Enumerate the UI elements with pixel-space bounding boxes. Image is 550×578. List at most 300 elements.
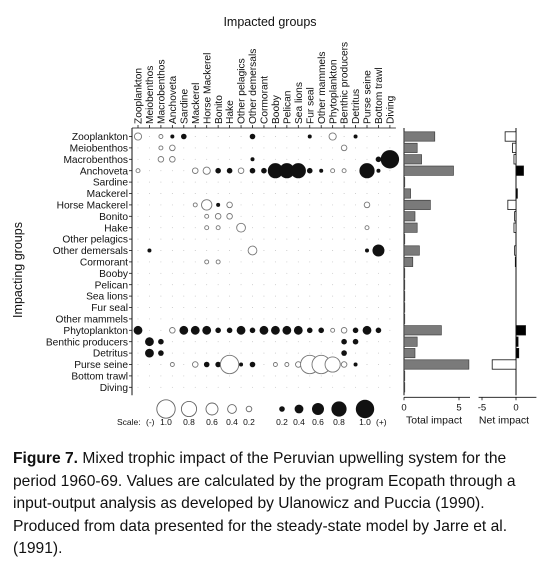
grid-dot <box>149 136 150 137</box>
impact-bubble-anchoveta-on-other-pelagics <box>238 168 244 174</box>
grid-dot <box>367 364 368 365</box>
grid-dot <box>275 273 276 274</box>
net-impact-tick-label: -5 <box>477 402 487 414</box>
row-label-meiobenthos: Meiobenthos <box>69 143 128 155</box>
grid-dot <box>183 250 184 251</box>
row-label-purse-seine: Purse seine <box>74 360 128 372</box>
grid-dot <box>241 341 242 342</box>
impact-bubble-anchoveta-on-other-mammels <box>319 169 323 173</box>
grid-dot <box>332 159 333 160</box>
impact-bubble-phytoplankton-on-fur-seal <box>307 328 313 334</box>
grid-dot <box>321 273 322 274</box>
grid-dot <box>149 364 150 365</box>
grid-dot <box>264 387 265 388</box>
row-label-zooplankton: Zooplankton <box>71 132 128 144</box>
grid-dot <box>264 182 265 183</box>
grid-dot <box>355 307 356 308</box>
grid-dot <box>172 387 173 388</box>
grid-dot <box>286 296 287 297</box>
grid-dot <box>332 318 333 319</box>
impact-bubble-detritus-on-benthic-producers <box>341 350 347 356</box>
grid-dot <box>195 387 196 388</box>
grid-dot <box>183 273 184 274</box>
grid-dot <box>241 193 242 194</box>
column-label-diving: Diving <box>385 95 397 124</box>
grid-dot <box>298 307 299 308</box>
grid-dot <box>321 182 322 183</box>
grid-dot <box>344 261 345 262</box>
total-impact-tick-label: 5 <box>456 402 462 414</box>
grid-dot <box>389 193 390 194</box>
grid-dot <box>183 375 184 376</box>
grid-dot <box>367 216 368 217</box>
grid-dot <box>286 250 287 251</box>
grid-dot <box>264 239 265 240</box>
grid-dot <box>378 273 379 274</box>
impact-bubble-horse-mackerel-on-bonito <box>216 203 220 207</box>
grid-dot <box>229 307 230 308</box>
grid-dot <box>286 318 287 319</box>
grid-dot <box>264 307 265 308</box>
net-impact-bar-purse-seine <box>492 360 516 369</box>
grid-dot <box>138 204 139 205</box>
grid-dot <box>298 296 299 297</box>
grid-dot <box>378 353 379 354</box>
grid-dot <box>252 387 253 388</box>
grid-dot <box>138 239 139 240</box>
grid-dot <box>183 147 184 148</box>
scale-negative-bubble <box>181 401 196 416</box>
grid-dot <box>275 375 276 376</box>
impact-bubble-zooplankton-on-anchoveta <box>170 135 174 139</box>
impact-bubble-phytoplankton-on-hake <box>227 328 233 334</box>
grid-dot <box>206 136 207 137</box>
grid-dot <box>195 284 196 285</box>
net-impact-bar-cormorant <box>515 257 516 266</box>
grid-dot <box>218 159 219 160</box>
grid-dot <box>149 330 150 331</box>
grid-dot <box>172 296 173 297</box>
bubble-layer <box>134 133 399 388</box>
scale-positive-bubble <box>312 403 324 415</box>
grid-dot <box>138 273 139 274</box>
grid-dot <box>264 273 265 274</box>
grid-dot <box>275 353 276 354</box>
grid-dot <box>275 341 276 342</box>
grid-dot <box>275 159 276 160</box>
grid-dot <box>218 307 219 308</box>
impact-bubble-hake-on-horse-mackerel <box>205 226 209 230</box>
scale-positive-value: 0.6 <box>312 417 324 427</box>
grid-dot <box>355 227 356 228</box>
grid-dot <box>206 284 207 285</box>
impact-bubble-hake-on-other-pelagics <box>237 223 246 232</box>
grid-dot <box>195 318 196 319</box>
grid-dot <box>241 216 242 217</box>
grid-dot <box>298 147 299 148</box>
grid-dot <box>252 353 253 354</box>
grid-dot <box>264 136 265 137</box>
grid-dot <box>264 261 265 262</box>
impact-bubble-anchoveta-on-fur-seal <box>307 168 313 174</box>
grid-dot <box>332 147 333 148</box>
grid-dot <box>160 239 161 240</box>
grid-dot <box>172 170 173 171</box>
grid-dot <box>264 318 265 319</box>
row-label-detritus: Detritus <box>92 348 128 360</box>
grid-dot <box>344 182 345 183</box>
impact-bubble-zooplankton-on-zooplankton <box>134 133 141 140</box>
grid-dot <box>389 330 390 331</box>
grid-dot <box>344 375 345 376</box>
grid-dot <box>355 193 356 194</box>
grid-dot <box>218 387 219 388</box>
grid-dot <box>298 239 299 240</box>
impact-bubble-bonito-on-bonito <box>215 214 221 220</box>
grid-dot <box>206 193 207 194</box>
grid-dot <box>367 239 368 240</box>
grid-dot <box>264 193 265 194</box>
grid-dot <box>206 296 207 297</box>
scale-negative-value: 0.2 <box>243 417 255 427</box>
impact-bubble-detritus-on-meiobenthos <box>145 349 154 358</box>
grid-dot <box>344 250 345 251</box>
grid-dot <box>286 341 287 342</box>
grid-dot <box>183 307 184 308</box>
grid-dot <box>160 182 161 183</box>
grid-dot <box>264 353 265 354</box>
grid-dot <box>160 273 161 274</box>
total-impact-bar-purse-seine <box>404 360 469 369</box>
grid-dot <box>206 159 207 160</box>
grid-dot <box>252 284 253 285</box>
grid-dot <box>160 170 161 171</box>
grid-dot <box>286 261 287 262</box>
column-label-hake: Hake <box>225 100 237 124</box>
grid-dot <box>309 353 310 354</box>
grid-dot <box>332 307 333 308</box>
total-impact-bar-bottom-trawl <box>404 371 405 380</box>
grid-dot <box>378 216 379 217</box>
grid-dot <box>195 296 196 297</box>
grid-dot <box>389 261 390 262</box>
grid-dot <box>218 341 219 342</box>
grid-dot <box>172 353 173 354</box>
grid-dot <box>241 284 242 285</box>
grid-dot <box>275 147 276 148</box>
column-label-other-mammels: Other mammels <box>316 51 328 124</box>
net-impact-panel <box>478 128 537 426</box>
grid-dot <box>149 204 150 205</box>
grid-dot <box>149 239 150 240</box>
grid-dot <box>321 193 322 194</box>
grid-dot <box>344 307 345 308</box>
grid-dot <box>229 147 230 148</box>
caption-text: Mixed trophic impact of the Peruvian upwelling system for the period 1960-69. Values are calculated by the program Ecopath through a input-output analysis as developed by Ulanowicz and Puccia (1990). Produced from data presented for the steady-state model by Jarre et al. (1991). <box>13 450 516 557</box>
grid-dot <box>275 204 276 205</box>
grid-dot <box>229 239 230 240</box>
grid-dot <box>321 239 322 240</box>
grid-dot <box>229 353 230 354</box>
grid-dot <box>206 375 207 376</box>
impact-bubble-phytoplankton-on-horse-mackerel <box>202 326 211 335</box>
scale-positive-bubble <box>356 400 374 418</box>
grid-dot <box>389 170 390 171</box>
grid-dot <box>286 239 287 240</box>
grid-dot <box>149 387 150 388</box>
grid-dot <box>344 239 345 240</box>
grid-dot <box>172 204 173 205</box>
grid-dot <box>229 318 230 319</box>
grid-dot <box>332 227 333 228</box>
grid-dot <box>355 353 356 354</box>
grid-dot <box>355 182 356 183</box>
column-label-booby: Booby <box>271 95 282 124</box>
grid-dot <box>138 216 139 217</box>
grid-dot <box>195 273 196 274</box>
grid-dot <box>149 170 150 171</box>
scale-negative-value: 0.4 <box>226 417 238 427</box>
impact-bubble-benthic-producers-on-detritus <box>353 339 359 345</box>
grid-dot <box>378 296 379 297</box>
grid-dot <box>172 307 173 308</box>
grid-dot <box>172 227 173 228</box>
grid-dot <box>309 375 310 376</box>
grid-dot <box>309 193 310 194</box>
column-label-fur-seal: Fur seal <box>305 87 317 124</box>
impact-bubble-macrobenthos-on-anchoveta <box>170 157 176 163</box>
grid-dot <box>344 387 345 388</box>
grid-dot <box>332 273 333 274</box>
grid-dot <box>355 239 356 240</box>
grid-dot <box>138 375 139 376</box>
grid-dot <box>229 193 230 194</box>
grid-dot <box>195 193 196 194</box>
scale-negative-bubble <box>246 406 252 412</box>
grid-dot <box>389 216 390 217</box>
grid-dot <box>389 182 390 183</box>
grid-dot <box>138 182 139 183</box>
grid-dot <box>389 318 390 319</box>
grid-dot <box>378 204 379 205</box>
impact-bubble-phytoplankton-on-other-demersals <box>250 328 256 334</box>
grid-dot <box>355 284 356 285</box>
grid-dot <box>183 387 184 388</box>
row-label-other-mammels: Other mammels <box>55 314 128 326</box>
grid-dot <box>309 284 310 285</box>
grid-dot <box>183 159 184 160</box>
impact-bubble-zooplankton-on-detritus <box>354 135 358 139</box>
grid-dot <box>160 204 161 205</box>
total-impact-bar-phytoplankton <box>404 326 441 335</box>
grid-dot <box>275 182 276 183</box>
grid-dot <box>378 375 379 376</box>
grid-dot <box>149 159 150 160</box>
grid-dot <box>332 261 333 262</box>
grid-dot <box>367 353 368 354</box>
grid-dot <box>367 261 368 262</box>
grid-dot <box>206 182 207 183</box>
grid-dot <box>264 364 265 365</box>
total-impact-bar-pelican <box>404 280 405 289</box>
grid-dot <box>275 261 276 262</box>
impact-bubble-anchoveta-on-benthic-producers <box>342 169 346 173</box>
grid-dot <box>367 147 368 148</box>
impact-bubble-purse-seine-on-mackerel <box>192 362 198 368</box>
grid-dot <box>367 307 368 308</box>
grid-dot <box>229 250 230 251</box>
impact-bubble-zooplankton-on-phytoplankton <box>329 133 336 140</box>
grid-dot <box>172 216 173 217</box>
grid-dot <box>355 159 356 160</box>
grid-dot <box>321 341 322 342</box>
grid-dot <box>218 284 219 285</box>
grid-dot <box>206 307 207 308</box>
column-label-other-pelagics: Other pelagics <box>236 58 248 124</box>
grid-dot <box>160 318 161 319</box>
scale-label: Scale: <box>117 417 141 427</box>
grid-dot <box>389 375 390 376</box>
scale-negative-marker: (-) <box>146 417 155 427</box>
impact-bubble-meiobenthos-on-macrobenthos <box>159 146 163 150</box>
grid-dot <box>138 307 139 308</box>
row-label-sea-lions: Sea lions <box>86 291 128 303</box>
grid-dot <box>172 375 173 376</box>
row-label-bottom-trawl: Bottom trawl <box>71 371 128 383</box>
grid-dot <box>367 273 368 274</box>
grid-dot <box>252 296 253 297</box>
grid-dot <box>309 216 310 217</box>
grid-dot <box>183 353 184 354</box>
grid-dot <box>172 193 173 194</box>
impact-bubble-anchoveta-on-hake <box>227 168 233 174</box>
matrix-frame <box>129 125 396 395</box>
grid-dot <box>183 364 184 365</box>
grid-dot <box>355 296 356 297</box>
grid-dot <box>206 239 207 240</box>
grid-dot <box>160 216 161 217</box>
grid-dot <box>183 341 184 342</box>
grid-dot <box>206 273 207 274</box>
grid-dot <box>183 227 184 228</box>
row-label-diving: Diving <box>99 382 128 394</box>
grid-dot <box>138 353 139 354</box>
grid-dot <box>321 261 322 262</box>
grid-dot <box>183 193 184 194</box>
grid-dot <box>252 216 253 217</box>
grid-dot <box>138 284 139 285</box>
grid-dot <box>389 204 390 205</box>
impact-bubble-other-demersals-on-meiobenthos <box>147 249 151 253</box>
grid-dot <box>241 136 242 137</box>
impact-bubble-phytoplankton-on-benthic-producers <box>341 328 347 334</box>
grid-dot <box>252 182 253 183</box>
grid-dot <box>286 204 287 205</box>
impact-bubble-zooplankton-on-other-demersals <box>250 134 256 140</box>
net-impact-bar-anchoveta <box>516 166 523 175</box>
row-label-other-demersals: Other demersals <box>52 246 128 258</box>
grid-dot <box>378 341 379 342</box>
grid-dot <box>241 204 242 205</box>
grid-dot <box>160 261 161 262</box>
grid-dot <box>241 182 242 183</box>
grid-dot <box>183 318 184 319</box>
grid-dot <box>206 318 207 319</box>
grid-dot <box>389 250 390 251</box>
net-impact-bar-phytoplankton <box>516 326 526 335</box>
grid-dot <box>241 250 242 251</box>
column-label-bonito: Bonito <box>213 95 225 124</box>
grid-dot <box>138 296 139 297</box>
grid-dot <box>183 216 184 217</box>
grid-dot <box>389 307 390 308</box>
grid-dot <box>183 204 184 205</box>
impact-bubble-zooplankton-on-sardine <box>181 134 187 140</box>
row-label-macrobenthos: Macrobenthos <box>63 154 128 166</box>
row-label-pelican: Pelican <box>94 280 128 292</box>
column-label-macrobenthos: Macrobenthos <box>156 59 168 124</box>
grid-dot <box>275 216 276 217</box>
grid-dot <box>160 250 161 251</box>
total-impact-bar-bonito <box>404 212 415 221</box>
grid-dot <box>378 318 379 319</box>
impact-bubble-horse-mackerel-on-horse-mackerel <box>202 200 212 210</box>
grid-dot <box>241 318 242 319</box>
grid-dot <box>332 296 333 297</box>
row-label-benthic-producers: Benthic producers <box>45 337 128 349</box>
grid-dot <box>355 261 356 262</box>
net-impact-bar-detritus <box>516 348 519 357</box>
column-label-meiobenthos: Meiobenthos <box>145 65 157 124</box>
column-label-cormorant: Cormorant <box>259 75 271 124</box>
grid-dot <box>218 353 219 354</box>
grid-dot <box>218 239 219 240</box>
total-impact-panel <box>401 128 470 426</box>
impact-bubble-purse-seine-on-hake <box>220 355 238 373</box>
column-label-bottom-trawl: Bottom trawl <box>374 67 386 124</box>
column-label-horse-mackerel: Horse Mackerel <box>202 52 214 124</box>
impact-bubble-horse-mackerel-on-purse-seine <box>364 202 370 208</box>
net-impact-axis-label: Net impact <box>478 414 530 427</box>
grid-dot <box>332 353 333 354</box>
impact-bubble-purse-seine-on-anchoveta <box>170 363 174 367</box>
grid-dot <box>298 353 299 354</box>
grid-dot <box>183 261 184 262</box>
grid-dot <box>172 273 173 274</box>
grid-dot <box>355 387 356 388</box>
scale-negative-bubble <box>228 405 237 414</box>
total-impact-bar-mackerel <box>404 189 411 198</box>
grid-dot <box>229 296 230 297</box>
impact-bubble-hake-on-purse-seine <box>365 226 369 230</box>
grid-dot <box>321 375 322 376</box>
grid-dot <box>241 375 242 376</box>
grid-dot <box>149 261 150 262</box>
grid-dot <box>309 296 310 297</box>
grid-dot <box>206 353 207 354</box>
impact-bubble-benthic-producers-on-macrobenthos <box>158 339 164 345</box>
total-impact-bar-booby <box>404 269 405 278</box>
grid-dot <box>149 375 150 376</box>
grid-dot <box>378 387 379 388</box>
impact-bubble-macrobenthos-on-other-demersals <box>251 157 255 161</box>
grid-dot <box>206 341 207 342</box>
grid-dot <box>309 239 310 240</box>
impact-bubble-anchoveta-on-bonito <box>215 168 221 174</box>
grid-dot <box>378 182 379 183</box>
grid-dot <box>138 387 139 388</box>
grid-dot <box>332 250 333 251</box>
